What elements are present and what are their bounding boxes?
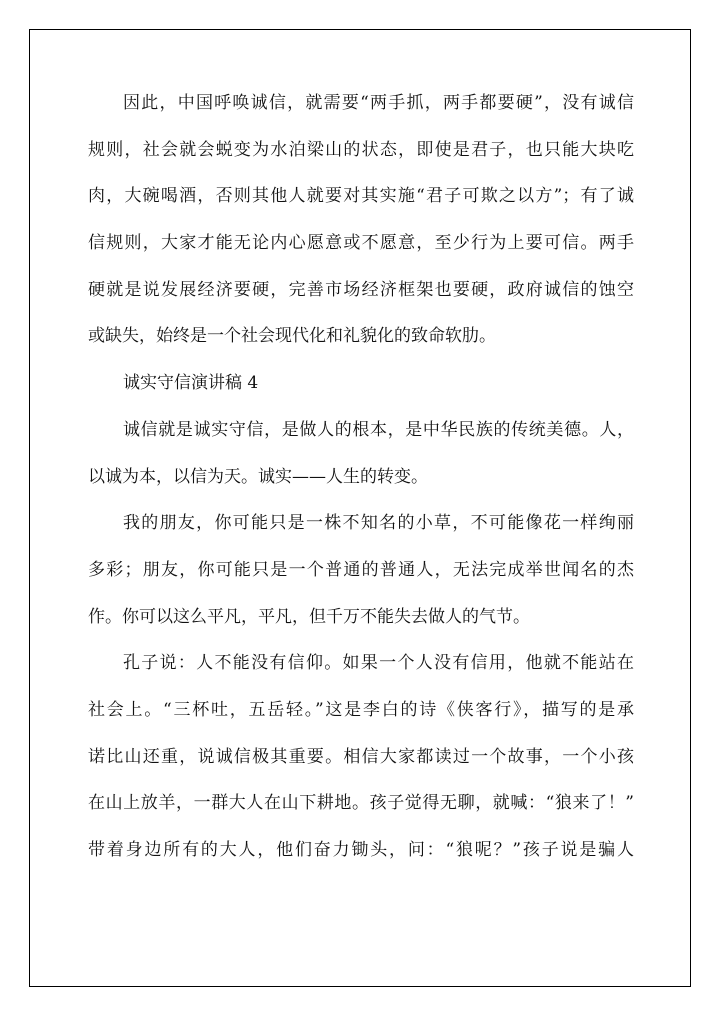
line-text: 以诚为本，以信为天。诚实——人生的转变。: [88, 466, 428, 487]
text-line: [88, 184, 634, 231]
text-line: [88, 511, 634, 558]
line-text: 诚信就是诚实守信，是做人的根本，是中华民族的传统美德。人，: [123, 419, 634, 440]
text-line: [88, 418, 634, 465]
text-line: [88, 698, 634, 745]
text-line: [88, 91, 634, 138]
text-line: [88, 465, 634, 512]
text-line: [88, 651, 634, 698]
line-text: 因此，中国呼唤诚信，就需要“两手抓，两手都要硬”，没有诚信: [123, 93, 634, 113]
text-line: [88, 605, 634, 652]
text-line: [88, 324, 634, 371]
section-heading: [88, 371, 634, 418]
line-text: 多彩；朋友，你可能只是一个普通的普通人，无法完成举世闻名的杰: [88, 559, 634, 580]
line-text: 我的朋友，你可能只是一株不知名的小草，不可能像花一样绚丽: [123, 513, 634, 534]
line-text: 诺比山还重，说诚信极其重要。相信大家都读过一个故事，一个小孩: [88, 746, 634, 767]
text-line: [88, 558, 634, 605]
heading-text: 诚实守信演讲稿 4: [123, 373, 259, 394]
line-text: 肉，大碗喝酒，否则其他人就要对其实施“君子可欺之以方”；有了诚: [88, 186, 634, 207]
line-text: 规则，社会就会蜕变为水泊梁山的状态，即使是君子，也只能大块吃: [88, 139, 634, 160]
text-line: [88, 231, 634, 278]
line-text: 信规则，大家才能无论内心愿意或不愿意，至少行为上要可信。两手: [88, 233, 634, 254]
text-line: [88, 745, 634, 792]
text-line: [88, 138, 634, 185]
line-text: 在山上放羊，一群大人在山下耕地。孩子觉得无聊，就喊：“狼来了！”: [88, 793, 634, 814]
line-text: 孔子说：人不能没有信仰。如果一个人没有信用，他就不能站在: [123, 653, 634, 674]
line-text: 带着身边所有的大人，他们奋力锄头，问：“狼呢？”孩子说是骗人: [88, 840, 634, 860]
line-text: 或缺失，始终是一个社会现代化和礼貌化的致命软肋。: [88, 326, 496, 347]
text-line: [88, 278, 634, 325]
text-line: [88, 791, 634, 838]
line-text: 作。你可以这么平凡，平凡，但千万不能失去做人的气节。: [88, 606, 530, 627]
document-body: [88, 91, 634, 885]
line-text: 硬就是说发展经济要硬，完善市场经济框架也要硬，政府诚信的蚀空: [88, 279, 634, 300]
line-text: 社会上。“三杯吐，五岳轻。”这是李白的诗《侠客行》，描写的是承: [88, 699, 634, 720]
text-line: [88, 838, 634, 885]
